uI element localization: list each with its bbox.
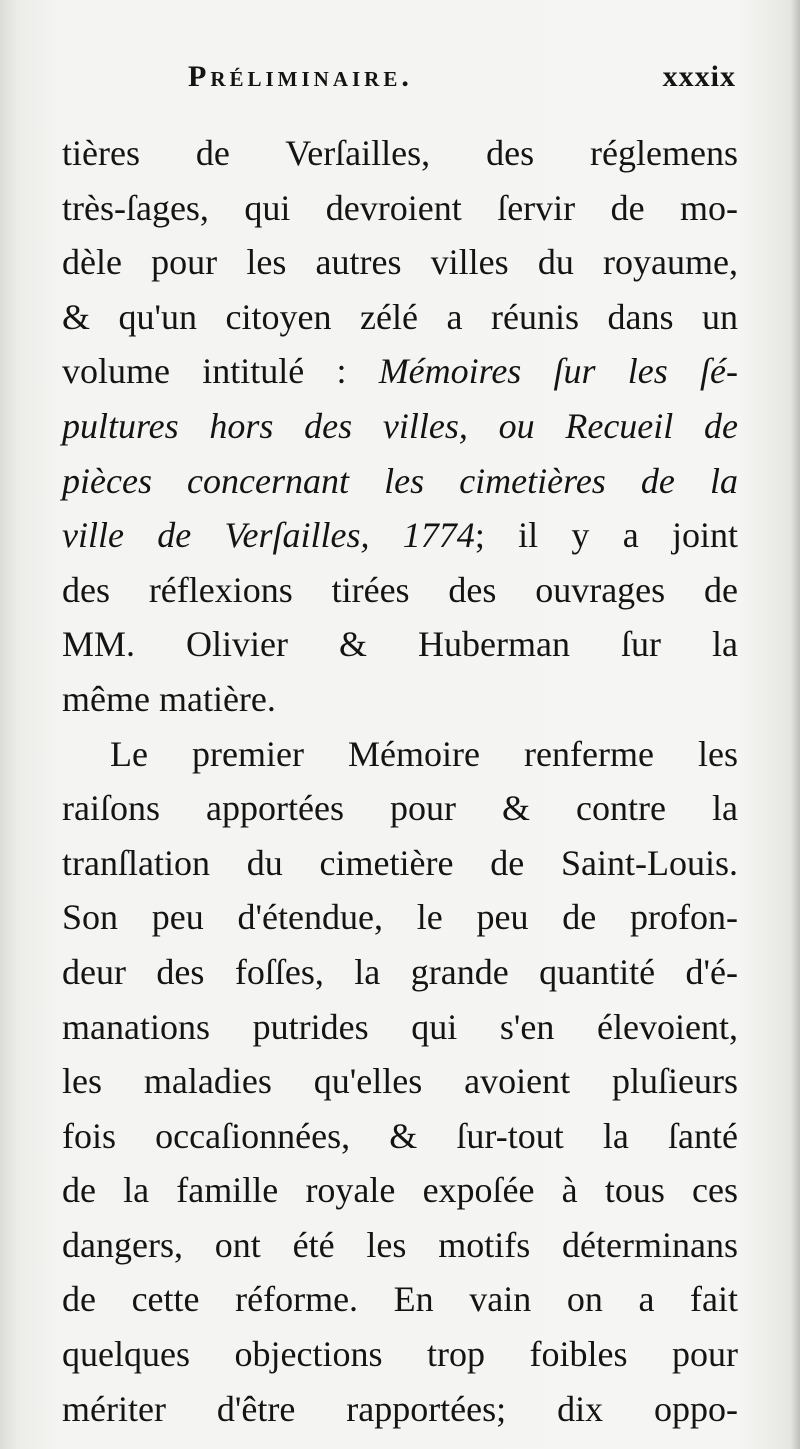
running-title: Préliminaire.: [188, 60, 413, 93]
text-line: de cette réforme. En vain on a fait: [62, 1279, 738, 1320]
text-line: Le premier Mémoire renferme les: [110, 733, 738, 774]
text-line: volume intitulé : Mémoires ſur les ſé-: [62, 351, 738, 392]
text-line: quelques objections trop foibles pour: [62, 1334, 738, 1375]
text-line: raiſons apportées pour & contre la: [62, 788, 738, 829]
text-line: MM. Olivier & Huberman ſur la: [62, 624, 738, 665]
text-line: des réflexions tirées des ouvrages de: [62, 569, 738, 610]
text-line: très-ſages, qui devroient ſervir de mo-: [62, 187, 738, 228]
text-line: les maladies qu'elles avoient pluſieurs: [62, 1061, 738, 1102]
text-line: Son peu d'étendue, le peu de profon-: [62, 897, 738, 938]
page-header: [188, 60, 736, 110]
text-line: & qu'un citoyen zélé a réunis dans un: [62, 296, 738, 337]
text-line: ville de Verſailles, 1774; il y a joint: [62, 515, 738, 556]
text-line: tranſlation du cimetière de Saint-Louis.: [62, 842, 738, 883]
text-line: dangers, ont été les motifs déterminans: [62, 1224, 738, 1265]
text-line: fois occaſionnées, & ſur-tout la ſanté: [62, 1115, 738, 1156]
text-line: deur des foſſes, la grande quantité d'é-: [62, 951, 738, 992]
text-line: de la famille royale expoſée à tous ces: [62, 1170, 738, 1211]
page-number: xxxix: [662, 60, 736, 93]
body-text: [62, 126, 738, 1436]
text-line: même matière.: [62, 678, 276, 719]
text-line: manations putrides qui s'en élevoient,: [62, 1006, 738, 1047]
text-line: tières de Verſailles, des réglemens: [62, 133, 738, 173]
text-line: pultures hors des villes, ou Recueil de: [62, 405, 738, 446]
text-line: mériter d'être rapportées; dix oppo-: [62, 1388, 738, 1429]
text-line: pièces concernant les cimetières de la: [62, 460, 738, 501]
text-line: dèle pour les autres villes du royaume,: [62, 242, 738, 283]
